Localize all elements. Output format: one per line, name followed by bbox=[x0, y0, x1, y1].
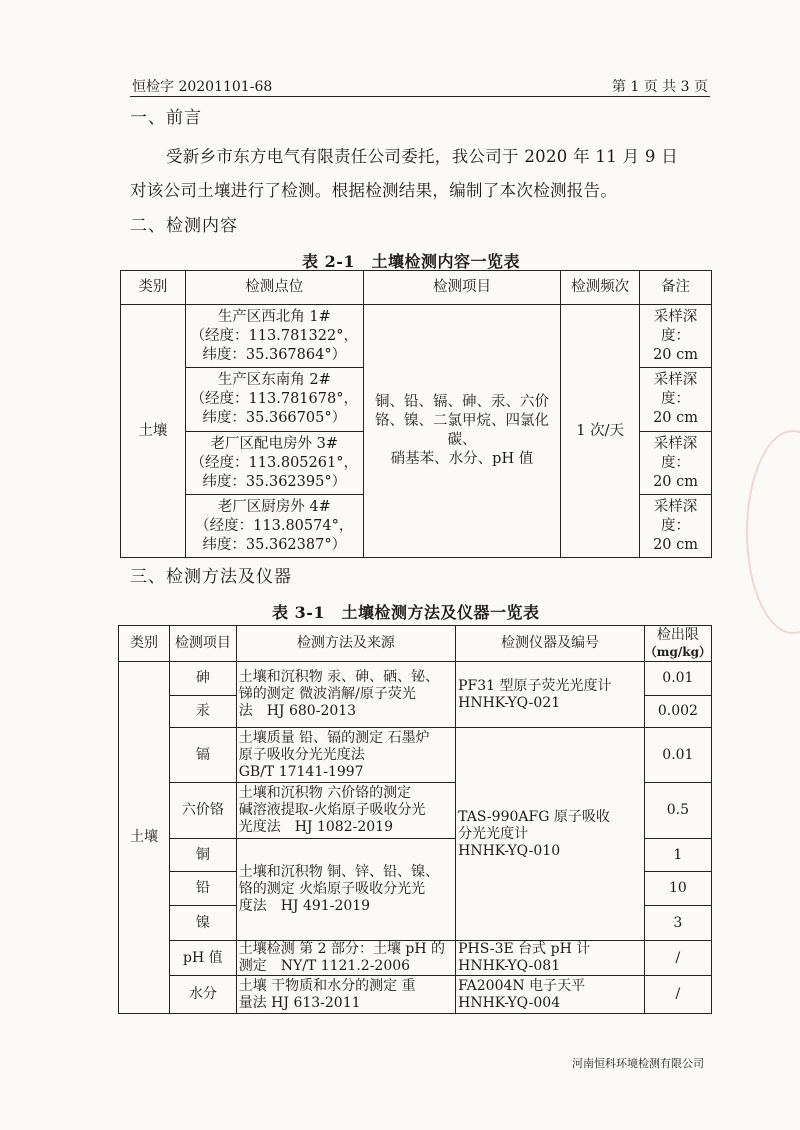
point-longitude: （经度：113.781322°， bbox=[190, 327, 358, 344]
point-latitude: 纬度：35.362395°） bbox=[202, 473, 347, 490]
method-line: 土壤 干物质和水分的测定 重 bbox=[238, 977, 416, 994]
limit-cell: 0.01 bbox=[644, 728, 711, 783]
items-cell bbox=[363, 305, 561, 558]
header-point: 检测点位 bbox=[185, 271, 363, 305]
item-cell: 铅 bbox=[169, 872, 236, 906]
method-line: 法 HJ 680-2013 bbox=[238, 703, 357, 719]
method-line: 量法 HJ 613-2011 bbox=[238, 994, 361, 1011]
method-line: 土壤和沉积物 铜、锌、铅、镍、 bbox=[238, 864, 440, 880]
frequency-cell: 1 次/天 bbox=[561, 305, 640, 558]
header-limit bbox=[644, 626, 711, 662]
header-category: 类别 bbox=[119, 626, 170, 662]
instrument-cell bbox=[456, 662, 645, 728]
items-line: 铜、铅、镉、砷、汞、六价 bbox=[374, 394, 549, 410]
limit-cell: 0.01 bbox=[644, 662, 711, 696]
table-3-1 bbox=[118, 625, 712, 1014]
remark-cell bbox=[640, 305, 712, 368]
remark-value: 20 cm bbox=[653, 473, 698, 490]
page-number: 第 1 页 共 3 页 bbox=[611, 79, 708, 95]
point-latitude: 纬度：35.362387°） bbox=[202, 536, 347, 553]
item-cell: pH 值 bbox=[169, 941, 236, 976]
header-instrument: 检测仪器及编号 bbox=[456, 626, 645, 662]
remark-label: 采样深度： bbox=[653, 372, 698, 407]
point-name: 生产区西北角 1# bbox=[217, 308, 331, 325]
category-cell: 土壤 bbox=[119, 662, 170, 1014]
item-cell: 汞 bbox=[169, 696, 236, 728]
item-cell: 六价铬 bbox=[169, 783, 236, 839]
method-line: 度法 HJ 491-2019 bbox=[238, 898, 371, 914]
item-cell: 镍 bbox=[169, 906, 236, 941]
point-name: 生产区东南角 2# bbox=[217, 372, 331, 388]
point-cell bbox=[185, 305, 363, 368]
table-row bbox=[119, 976, 712, 1014]
header-method: 检测方法及来源 bbox=[236, 626, 455, 662]
instrument-line: HNHK-YQ-004 bbox=[458, 994, 561, 1011]
method-line: 土壤质量 铅、镉的测定 石墨炉 bbox=[238, 729, 430, 746]
table-row bbox=[121, 305, 712, 368]
instrument-line: PF31 型原子荧光光度计 bbox=[458, 677, 612, 694]
point-longitude: （经度：113.80574°， bbox=[195, 517, 354, 534]
method-cell bbox=[236, 976, 455, 1014]
method-cell bbox=[236, 662, 455, 728]
remark-label: 采样深度： bbox=[653, 435, 698, 471]
method-line: 原子吸收分光光度法 bbox=[238, 746, 365, 763]
limit-cell: / bbox=[644, 976, 711, 1014]
remark-cell bbox=[640, 432, 712, 495]
table-header-row bbox=[121, 271, 712, 305]
header-items: 检测项目 bbox=[363, 271, 561, 305]
company-footer: 河南恒科环境检测有限公司 bbox=[572, 1057, 704, 1070]
limit-cell: 1 bbox=[644, 839, 711, 872]
limit-cell: / bbox=[644, 941, 711, 976]
limit-unit: （mg/kg） bbox=[644, 644, 711, 659]
method-line: GB/T 17141-1997 bbox=[238, 763, 364, 780]
category-cell: 土壤 bbox=[121, 305, 186, 558]
table-header-row bbox=[119, 626, 712, 662]
method-cell bbox=[236, 783, 455, 839]
instrument-line: HNHK-YQ-081 bbox=[458, 958, 561, 974]
table-row bbox=[119, 941, 712, 976]
point-cell bbox=[185, 495, 363, 558]
preface-line-1: 受新乡市东方电气有限责任公司委托，我公司于 2020 年 11 月 9 日 bbox=[166, 147, 679, 166]
header-category: 类别 bbox=[121, 271, 186, 305]
method-line: 碱溶液提取-火焰原子吸收分光 bbox=[238, 802, 426, 818]
remark-label: 采样深度： bbox=[653, 498, 698, 534]
method-line: 土壤和沉积物 六价铬的测定 bbox=[238, 785, 412, 801]
table-3-1-caption: 表 3-1 土壤检测方法及仪器一览表 bbox=[272, 603, 540, 622]
items-line: 铬、镍、二氯甲烷、四氯化碳、 bbox=[374, 413, 549, 448]
method-line: 测定 NY/T 1121.2-2006 bbox=[238, 958, 411, 974]
section-preface-title: 一、前言 bbox=[130, 108, 202, 128]
method-line: 土壤和沉积物 汞、砷、硒、铋、 bbox=[238, 669, 440, 685]
company-seal bbox=[746, 430, 800, 634]
point-latitude: 纬度：35.367864°） bbox=[202, 346, 347, 363]
preface-line-2: 对该公司土壤进行了检测。根据检测结果，编制了本次检测报告。 bbox=[130, 181, 618, 200]
method-line: 铬的测定 火焰原子吸收分光光 bbox=[238, 881, 426, 897]
section-content-title: 二、检测内容 bbox=[130, 216, 238, 236]
remark-value: 20 cm bbox=[653, 346, 698, 363]
method-cell bbox=[236, 941, 455, 976]
remark-cell bbox=[640, 368, 712, 432]
limit-label: 检出限 bbox=[656, 626, 699, 643]
point-name: 老厂区配电房外 3# bbox=[210, 435, 338, 452]
table-2-1 bbox=[120, 270, 712, 558]
instrument-line: FA2004N 电子天平 bbox=[458, 977, 586, 994]
instrument-cell bbox=[456, 976, 645, 1014]
header-remark: 备注 bbox=[640, 271, 712, 305]
point-name: 老厂区厨房外 4# bbox=[217, 498, 331, 515]
method-line: 光度法 HJ 1082-2019 bbox=[238, 819, 393, 835]
instrument-line: HNHK-YQ-021 bbox=[458, 694, 561, 711]
point-cell bbox=[185, 432, 363, 495]
header-item: 检测项目 bbox=[169, 626, 236, 662]
table-row bbox=[119, 662, 712, 696]
method-line: 锑的测定 微波消解/原子荧光 bbox=[238, 686, 416, 702]
limit-cell: 0.5 bbox=[644, 783, 711, 839]
instrument-line: TAS-990AFG 原子吸收 bbox=[458, 808, 610, 825]
remark-cell bbox=[640, 495, 712, 558]
page-header bbox=[130, 74, 710, 97]
method-line: 土壤检测 第 2 部分：土壤 pH 的 bbox=[238, 941, 446, 957]
table-row bbox=[119, 728, 712, 783]
remark-value: 20 cm bbox=[653, 536, 698, 553]
instrument-line: 分光光度计 bbox=[458, 825, 529, 842]
point-longitude: （经度：113.805261°， bbox=[190, 454, 358, 471]
point-cell bbox=[185, 368, 363, 432]
remark-label: 采样深度： bbox=[653, 308, 698, 344]
item-cell: 铜 bbox=[169, 839, 236, 872]
report-number: 恒检字 20201101-68 bbox=[132, 79, 273, 95]
limit-cell: 3 bbox=[644, 906, 711, 941]
item-cell: 镉 bbox=[169, 728, 236, 783]
preface-paragraph bbox=[130, 140, 720, 208]
point-longitude: （经度：113.781678°， bbox=[190, 391, 358, 407]
remark-value: 20 cm bbox=[653, 410, 698, 426]
items-line: 硝基苯、水分、pH 值 bbox=[390, 451, 534, 467]
instrument-line: HNHK-YQ-010 bbox=[458, 842, 561, 859]
limit-cell: 10 bbox=[644, 872, 711, 906]
instrument-line: PHS-3E 台式 pH 计 bbox=[458, 941, 591, 957]
limit-cell: 0.002 bbox=[644, 696, 711, 728]
instrument-cell bbox=[456, 941, 645, 976]
method-cell bbox=[236, 839, 455, 941]
table-2-1-caption: 表 2-1 土壤检测内容一览表 bbox=[302, 252, 520, 271]
item-cell: 水分 bbox=[169, 976, 236, 1014]
instrument-cell bbox=[456, 728, 645, 941]
header-frequency: 检测频次 bbox=[561, 271, 640, 305]
method-cell bbox=[236, 728, 455, 783]
point-latitude: 纬度：35.366705°） bbox=[202, 410, 347, 426]
item-cell: 砷 bbox=[169, 662, 236, 696]
section-methods-title: 三、检测方法及仪器 bbox=[130, 567, 292, 587]
